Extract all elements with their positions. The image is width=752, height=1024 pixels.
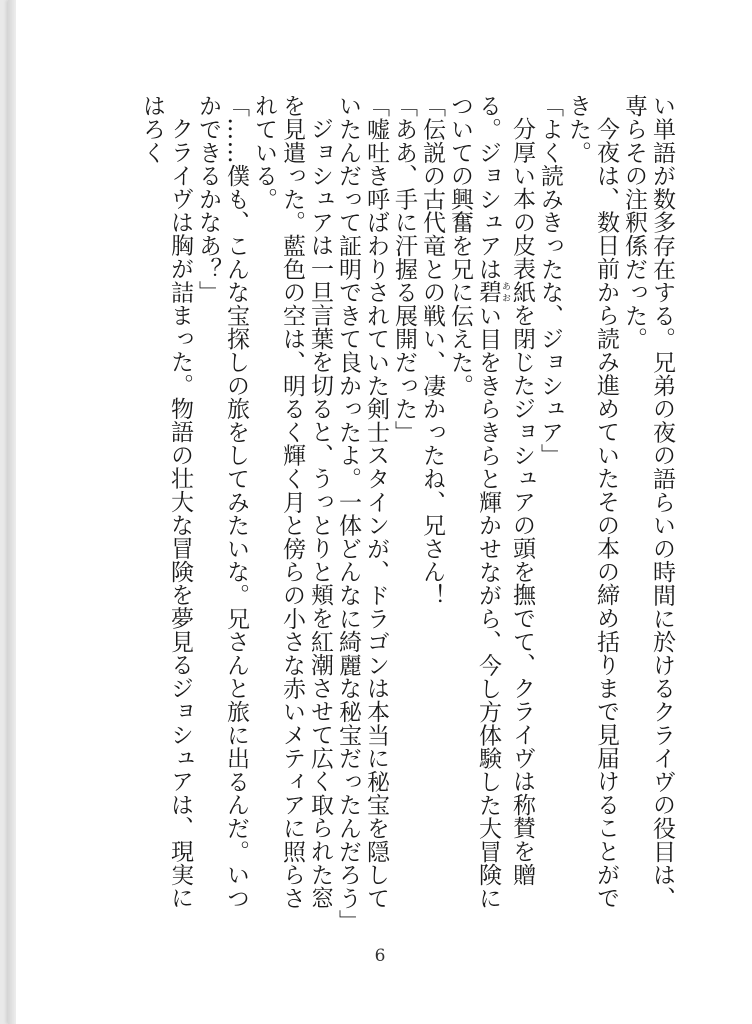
- paragraph-3-after: い目をきらきらと輝かせながら、今し方体験した大冒険についての興奮を兄に伝えた。: [447, 94, 501, 910]
- dialogue-1: 「よく読みきったな、ジョシュア」: [537, 94, 563, 467]
- vertical-body-text: [138, 94, 676, 933]
- paragraph-1: い単語が数多存在する。兄弟の夜の語らいの時間に於けるクライヴの役目は、専らその注釈係だった。: [621, 94, 675, 910]
- ruby-ao: [475, 280, 510, 304]
- ruby-base: 碧: [475, 280, 501, 304]
- page-edge-shadow: [8, 0, 16, 1024]
- paragraph-3-before: 分厚い本の皮表紙を閉じたジョシュアの頭を撫でて、クライヴは称賛を贈る。ジョシュアは: [475, 94, 535, 886]
- dialogue-5: 「……僕も、こんな宝探しの旅をしてみたいな。兄さんと旅に出るんだ。いつかできるかなあ？」: [195, 94, 249, 910]
- paragraph-3: [446, 94, 536, 926]
- dialogue-2: 「伝説の古代竜との戦い、凄かったね、兄さん！: [419, 94, 445, 607]
- paragraph-2: 今夜は、数日前から読み進めていたその本の締め括りまで見届けることができた。: [565, 94, 619, 910]
- page-number: 6: [374, 946, 386, 966]
- paragraph-5: クライヴは胸が詰まった。物語の壮大な冒険を夢見るジョシュアは、現実にはろく: [139, 94, 193, 910]
- paragraph-4: ジョシュアは一旦言葉を切ると、うっとりと頬を紅潮させて広く取られた窓を見遣った。藍色の空は、明るく輝く月と傍らの小さな赤いメティアに照らされている。: [251, 94, 333, 910]
- ruby-reading: あお: [500, 280, 510, 304]
- book-page: [8, 0, 752, 1024]
- dialogue-4: 「嘘吐き呼ばわりされていた剣士スタインが、ドラゴンは本当に秘宝を隠していたんだって証明できて良かったよ。一体どんなに綺麗な秘宝だったんだろう」: [335, 94, 389, 933]
- dialogue-3: 「ああ、手に汗握る展開だった」: [391, 94, 417, 444]
